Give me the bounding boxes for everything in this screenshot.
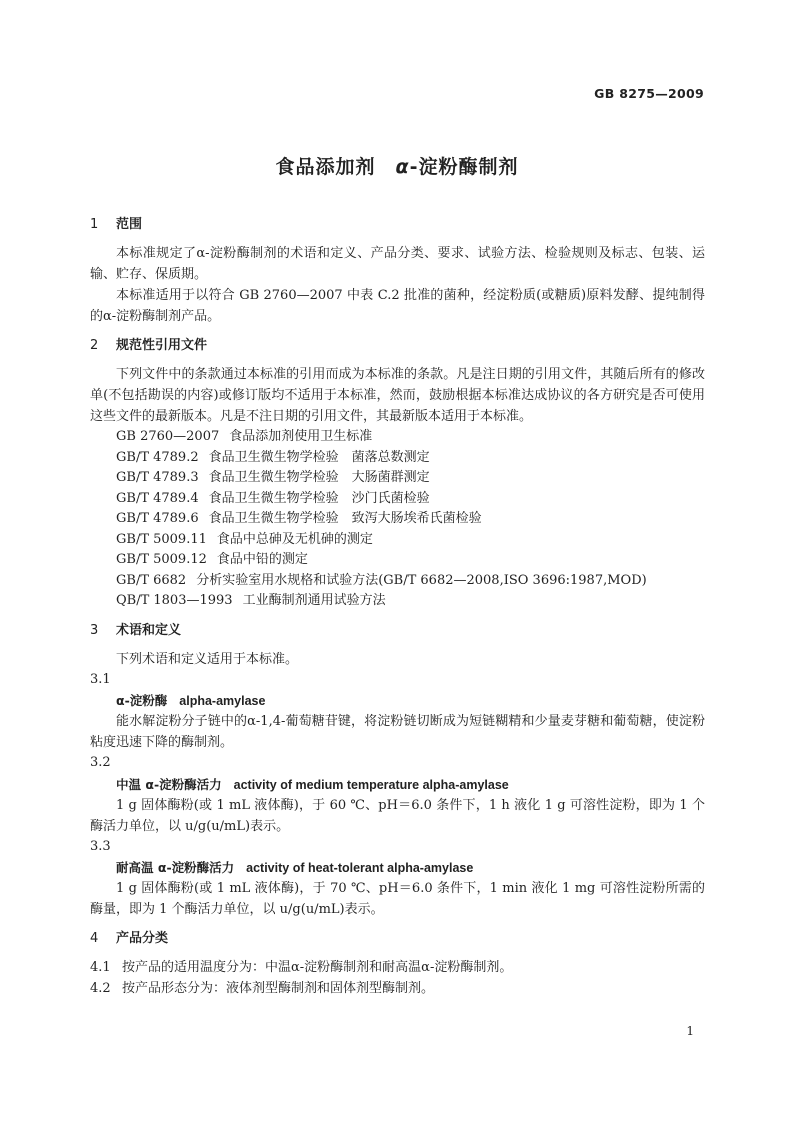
scope-paragraph: 本标准规定了α-淀粉酶制剂的术语和定义、产品分类、要求、试验方法、检验规则及标志、包装、运输、贮存、保质期。 — [90, 246, 705, 282]
classification-item: 4.1 按产品的适用温度分为：中温α-淀粉酶制剂和耐高温α-淀粉酶制剂。 — [90, 960, 513, 975]
reference-item: GB/T 5009.11 食品中总砷及无机砷的测定 — [116, 531, 373, 547]
term-heading: α-淀粉酶 alpha-amylase — [116, 693, 266, 708]
reference-item: GB/T 4789.6 食品卫生微生物学检验 致泻大肠埃希氏菌检验 — [116, 511, 482, 526]
clause-number: 3.2 — [90, 755, 111, 770]
page-number: 1 — [686, 1024, 694, 1038]
clause-number: 3.1 — [90, 671, 111, 687]
title-suffix: -淀粉酶制剂 — [409, 156, 519, 178]
reference-item: GB 2760—2007 食品添加剂使用卫生标准 — [116, 429, 373, 444]
term-heading: 耐高温 α-淀粉酶活力 activity of heat-tolerant alpha-amylase — [116, 860, 474, 875]
section-heading-scope: 1 范围 — [90, 217, 143, 232]
document-body — [90, 215, 705, 999]
term-heading: 中温 α-淀粉酶活力 activity of medium temperature alpha-amylase — [116, 776, 509, 792]
term-definition: 能水解淀粉分子链中的α-1,4-葡萄糖苷键，将淀粉链切断成为短链糊精和少量麦芽糖和葡萄糖，使淀粉粘度迅速下降的酶制剂。 — [90, 714, 705, 750]
section-heading-normative-references: 2 规范性引用文件 — [90, 338, 208, 353]
classification-item: 4.2 按产品形态分为：液体剂型酶制剂和固体剂型酶制剂。 — [90, 981, 435, 996]
reference-item: GB/T 5009.12 食品中铅的测定 — [116, 552, 308, 567]
title-prefix: 食品添加剂 — [275, 156, 376, 178]
title-greek: α — [395, 156, 410, 178]
reference-item: GB/T 4789.4 食品卫生微生物学检验 沙门氏菌检验 — [116, 490, 430, 506]
references-intro: 下列文件中的条款通过本标准的引用而成为本标准的条款。凡是注日期的引用文件，其随后所有的修改单(不包括勘误的内容)或修订版均不适用于本标准，然而，鼓励根据本标准达成协议的各方研究是否可使用这些文件的最新版本。凡是不注日期的引用文件，其最新版本适用于本标准。 — [90, 367, 705, 424]
reference-item: GB/T 4789.3 食品卫生微生物学检验 大肠菌群测定 — [116, 470, 430, 485]
reference-item: GB/T 6682 分析实验室用水规格和试验方法(GB/T 6682—2008,ISO 3696:1987,MOD) — [116, 572, 647, 588]
terms-intro: 下列术语和定义适用于本标准。 — [116, 651, 299, 667]
section-heading-terms: 3 术语和定义 — [90, 622, 182, 638]
standard-code: GB 8275—2009 — [594, 86, 704, 101]
term-definition: 1 g 固体酶粉(或 1 mL 液体酶)，于 70 ℃、pH＝6.0 条件下，1 min 液化 1 mg 可溶性淀粉所需的酶量，即为 1 个酶活力单位，以 u/g(u/mL)表示。 — [90, 881, 705, 917]
section-heading-classification: 4 产品分类 — [90, 931, 169, 946]
document-title — [0, 152, 794, 179]
term-definition: 1 g 固体酶粉(或 1 mL 液体酶)，于 60 ℃、pH＝6.0 条件下，1 h 液化 1 g 可溶性淀粉，即为 1 个酶活力单位，以 u/g(u/mL)表示。 — [90, 797, 705, 834]
reference-item: GB/T 4789.2 食品卫生微生物学检验 菌落总数测定 — [116, 449, 430, 465]
clause-number: 3.3 — [90, 838, 111, 854]
scope-paragraph: 本标准适用于以符合 GB 2760—2007 中表 C.2 批准的菌种，经淀粉质(或糖质)原料发酵、提纯制得的α-淀粉酶制剂产品。 — [90, 288, 705, 324]
reference-item: QB/T 1803—1993 工业酶制剂通用试验方法 — [116, 593, 386, 608]
